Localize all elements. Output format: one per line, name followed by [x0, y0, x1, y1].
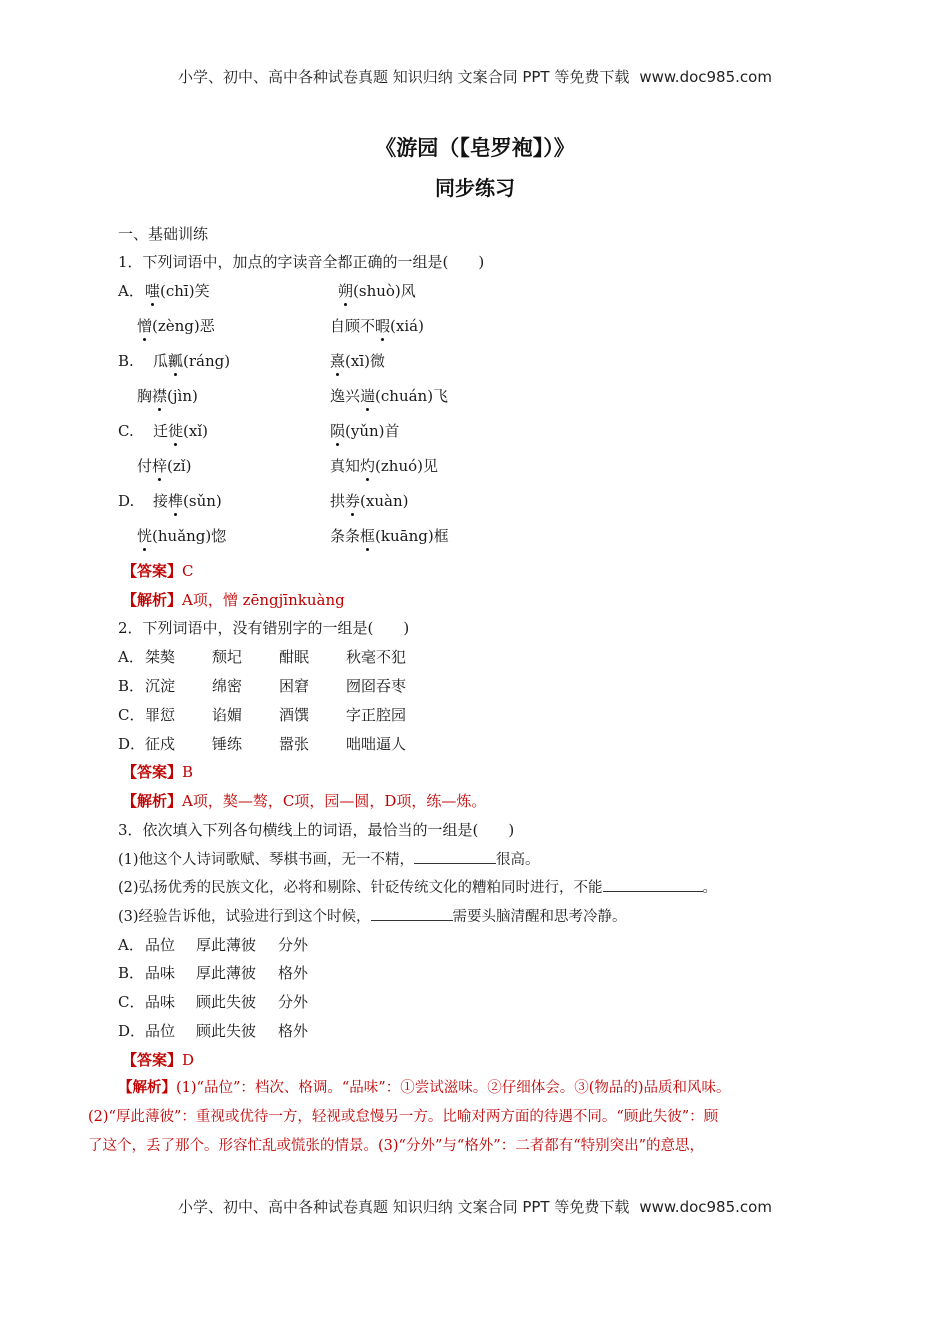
q3-analysis-line-1: 【解析】(1)“品位”：档次、格调。“品味”：①尝试滋味。②仔细体会。③(物品的)品质和风味。 — [118, 1079, 731, 1096]
q1-option-b-item-1: 瓜瓤(ráng) — [153, 352, 231, 370]
q1-option-b-item-2: 熹(xī)微 — [330, 352, 385, 370]
q3-analysis-line-3: 了这个，丢了那个。形容忙乱或慌张的情景。(3)“分外”与“格外”：二者都有“特别突出”的意思， — [88, 1138, 705, 1154]
q1-option-b-label: B. — [118, 352, 134, 370]
dotted-char: 嗤 — [145, 282, 161, 300]
dotted-char: 框 — [360, 527, 376, 545]
q1-answer — [122, 561, 194, 581]
fill-blank — [414, 849, 496, 864]
q1-option-c-item-2: 陨(yǔn)首 — [330, 422, 400, 440]
q2-analysis — [122, 791, 486, 811]
dotted-char: 憎 — [137, 317, 153, 335]
q3-sentence-1: (1)他这个人诗词歌赋、琴棋书画，无一不精， 很高。 — [118, 849, 540, 870]
dotted-char: 熹 — [330, 352, 346, 370]
answer-tag: 【答案】 — [122, 763, 183, 781]
dotted-char: 灼 — [360, 457, 376, 475]
dotted-char: 券 — [345, 492, 361, 510]
analysis-text: A项，獒—骜，C项，园—圆，D项，练—炼。 — [182, 792, 487, 810]
dotted-char: 陨 — [330, 422, 346, 440]
answer-value: C — [182, 562, 194, 580]
analysis-tag: 【解析】 — [122, 792, 183, 810]
q3-option-b: B． 品味 厚此薄彼 格外 — [118, 964, 309, 982]
fill-blank — [603, 877, 703, 892]
dotted-char: 梓 — [152, 457, 168, 475]
q1-option-a-item-3: 憎(zèng)恶 — [137, 317, 215, 335]
dotted-char: 瓤 — [168, 352, 184, 370]
q2-answer — [122, 762, 193, 782]
q3-answer — [122, 1050, 194, 1070]
q1-option-a-label: A． — [118, 282, 144, 300]
dotted-char: 朔 — [338, 282, 354, 300]
page-subtitle: 同步练习 — [435, 176, 515, 200]
q1-option-d-label: D. — [118, 492, 135, 510]
header-banner-text: 小学、初中、高中各种试卷真题 知识归纳 文案合同 PPT 等免费下载 — [178, 68, 630, 86]
header-banner — [0, 66, 950, 87]
q1-option-c-item-4: 真知灼(zhuó)见 — [330, 457, 438, 475]
answer-tag: 【答案】 — [122, 1051, 183, 1069]
q2-stem: 2．下列词语中，没有错别字的一组是( ) — [118, 619, 410, 637]
analysis-tag: 【解析】 — [122, 591, 183, 609]
dotted-char: 暇 — [375, 317, 391, 335]
dotted-char: 恍 — [137, 527, 153, 545]
q3-sentence-3: (3)经验告诉他，试验进行到这个时候， 需要头脑清醒和思考冷静。 — [118, 906, 627, 927]
fill-blank — [371, 906, 453, 921]
q1-option-c-label: C. — [118, 422, 134, 440]
dotted-char: 徙 — [168, 422, 184, 440]
dotted-char: 遄 — [360, 387, 376, 405]
q3-option-a: A． 品位 厚此薄彼 分外 — [118, 936, 309, 954]
q3-option-d: D． 品位 顾此失彼 格外 — [118, 1022, 309, 1040]
q1-option-a-item-2: 朔(shuò)风 — [338, 282, 416, 300]
page-title: 《游园（【皂罗袍】）》 — [375, 136, 575, 160]
answer-value: D — [182, 1051, 195, 1069]
footer-banner-url[interactable]: www.doc985.com — [639, 1198, 772, 1216]
q2-option-a: A． 桀獒 颓圮 酣眠 秋毫不犯 — [118, 648, 407, 666]
q3-stem: 3．依次填入下列各句横线上的词语，最恰当的一组是( ) — [118, 821, 515, 839]
q1-option-c-item-1: 迁徙(xǐ) — [153, 422, 208, 440]
q1-stem: 1．下列词语中，加点的字读音全都正确的一组是( ) — [118, 253, 485, 271]
answer-tag: 【答案】 — [122, 562, 183, 580]
header-banner-url[interactable]: www.doc985.com — [639, 68, 772, 86]
q1-option-a-item-1: 嗤(chī)笑 — [145, 282, 210, 300]
q3-option-c: C． 品味 顾此失彼 分外 — [118, 993, 309, 1011]
footer-banner-text: 小学、初中、高中各种试卷真题 知识归纳 文案合同 PPT 等免费下载 — [178, 1198, 630, 1216]
dotted-char: 榫 — [168, 492, 184, 510]
analysis-tag: 【解析】 — [118, 1079, 176, 1096]
q1-option-a-item-4: 自顾不暇(xiá) — [330, 317, 424, 335]
q1-option-b-item-3: 胸襟(jìn) — [137, 387, 198, 405]
q1-option-b-item-4: 逸兴遄(chuán)飞 — [330, 387, 449, 405]
dotted-char: 襟 — [152, 387, 168, 405]
q2-option-c: C． 罪愆 谄媚 酒馔 字正腔园 — [118, 706, 407, 724]
answer-value: B — [182, 763, 194, 781]
footer-banner — [0, 1196, 950, 1217]
q1-option-d-item-1: 接榫(sǔn) — [153, 492, 222, 510]
q2-option-d: D． 征戍 锤练 嚣张 咄咄逼人 — [118, 735, 407, 753]
q1-option-d-item-4: 条条框(kuāng)框 — [330, 527, 449, 545]
analysis-text: A项，憎 zēngjīnkuàng — [182, 591, 345, 609]
q1-analysis — [122, 590, 345, 610]
q3-sentence-2: (2)弘扬优秀的民族文化，必将和剔除、针砭传统文化的糟粕同时进行，不能 。 — [118, 877, 717, 898]
q1-option-c-item-3: 付梓(zǐ) — [137, 457, 192, 475]
q3-analysis-line-2: (2)“厚此薄彼”：重视或优待一方，轻视或怠慢另一方。比喻对两方面的待遇不同。“顾此失彼”：顾 — [88, 1109, 719, 1125]
q1-option-d-item-2: 拱券(xuàn) — [330, 492, 409, 510]
q2-option-b: B． 沉淀 绵密 困窘 囫囵吞枣 — [118, 677, 407, 695]
section-heading: 一、基础训练 — [118, 225, 209, 243]
q1-option-d-item-3: 恍(huǎng)惚 — [137, 527, 227, 545]
